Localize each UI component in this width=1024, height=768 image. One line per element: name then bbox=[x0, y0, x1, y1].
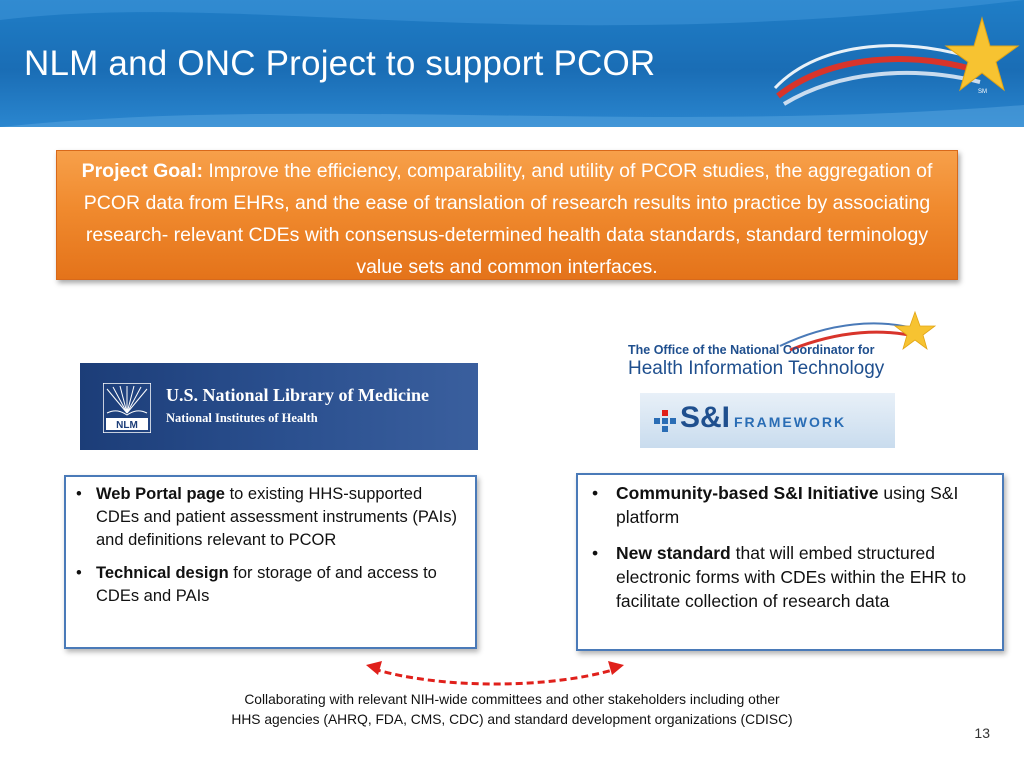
bullet-icon: • bbox=[592, 483, 599, 503]
sm-mark: SM bbox=[978, 89, 987, 95]
slide-title: NLM and ONC Project to support PCOR bbox=[24, 44, 656, 83]
bullet-icon: • bbox=[76, 485, 82, 503]
item-text: using S&I platform bbox=[616, 483, 959, 527]
item-text: for storage of and access to CDEs and PAIs bbox=[96, 564, 437, 605]
item-bold: New standard bbox=[616, 543, 731, 563]
collab-line-1: Collaborating with relevant NIH-wide committees and other stakeholders including other bbox=[244, 692, 780, 707]
page-number: 13 bbox=[974, 725, 990, 741]
collaboration-double-arrow-icon bbox=[360, 655, 630, 690]
item-bold: Web Portal page bbox=[96, 485, 225, 503]
project-goal-text: Improve the efficiency, comparability, and utility of PCOR studies, the aggregation of PCOR data from EHRs, and the ease of translation of research results into practice by associating research- relevant CDEs with consensus-determined health data standards, standard terminology value sets and common interfaces. bbox=[83, 160, 933, 278]
list-item bbox=[592, 481, 990, 529]
project-goal-box bbox=[56, 150, 958, 280]
onc-hit-line: Health Information Technology bbox=[628, 358, 885, 379]
list-item bbox=[76, 483, 463, 552]
nlm-logo-text: NLM bbox=[116, 420, 138, 431]
list-item bbox=[592, 541, 990, 613]
bullet-icon: • bbox=[592, 543, 599, 563]
collaboration-note bbox=[150, 690, 874, 730]
nlm-book-logo-icon bbox=[103, 383, 151, 433]
item-text: to existing HHS-supported CDEs and patient assessment instruments (PAIs) and definitions relevant to PCOR bbox=[96, 485, 458, 549]
nlm-banner bbox=[80, 363, 478, 450]
project-goal-label: Project Goal: bbox=[81, 160, 203, 182]
item-text: that will embed structured electronic forms with CDEs within the EHR to facilitate collection of research data bbox=[616, 543, 967, 611]
si-framework-text: FRAMEWORK bbox=[734, 414, 847, 430]
nlm-title: U.S. National Library of Medicine bbox=[166, 385, 429, 405]
star-logo-icon bbox=[760, 0, 1024, 127]
si-framework-logo bbox=[640, 393, 895, 448]
onc-deliverables-box bbox=[576, 473, 1004, 651]
bullet-icon: • bbox=[76, 564, 82, 582]
si-logo-text: S&I bbox=[680, 401, 731, 434]
item-bold: Technical design bbox=[96, 564, 229, 582]
onc-office-line: The Office of the National Coordinator for bbox=[628, 343, 875, 357]
nlm-deliverables-box bbox=[64, 475, 477, 649]
collab-line-2: HHS agencies (AHRQ, FDA, CMS, CDC) and standard development organizations (CDISC) bbox=[231, 712, 793, 727]
slide-header bbox=[0, 0, 1024, 127]
si-dots-icon bbox=[654, 410, 676, 432]
item-bold: Community-based S&I Initiative bbox=[616, 483, 879, 503]
nih-subtitle: National Institutes of Health bbox=[166, 411, 318, 425]
list-item bbox=[76, 562, 463, 608]
